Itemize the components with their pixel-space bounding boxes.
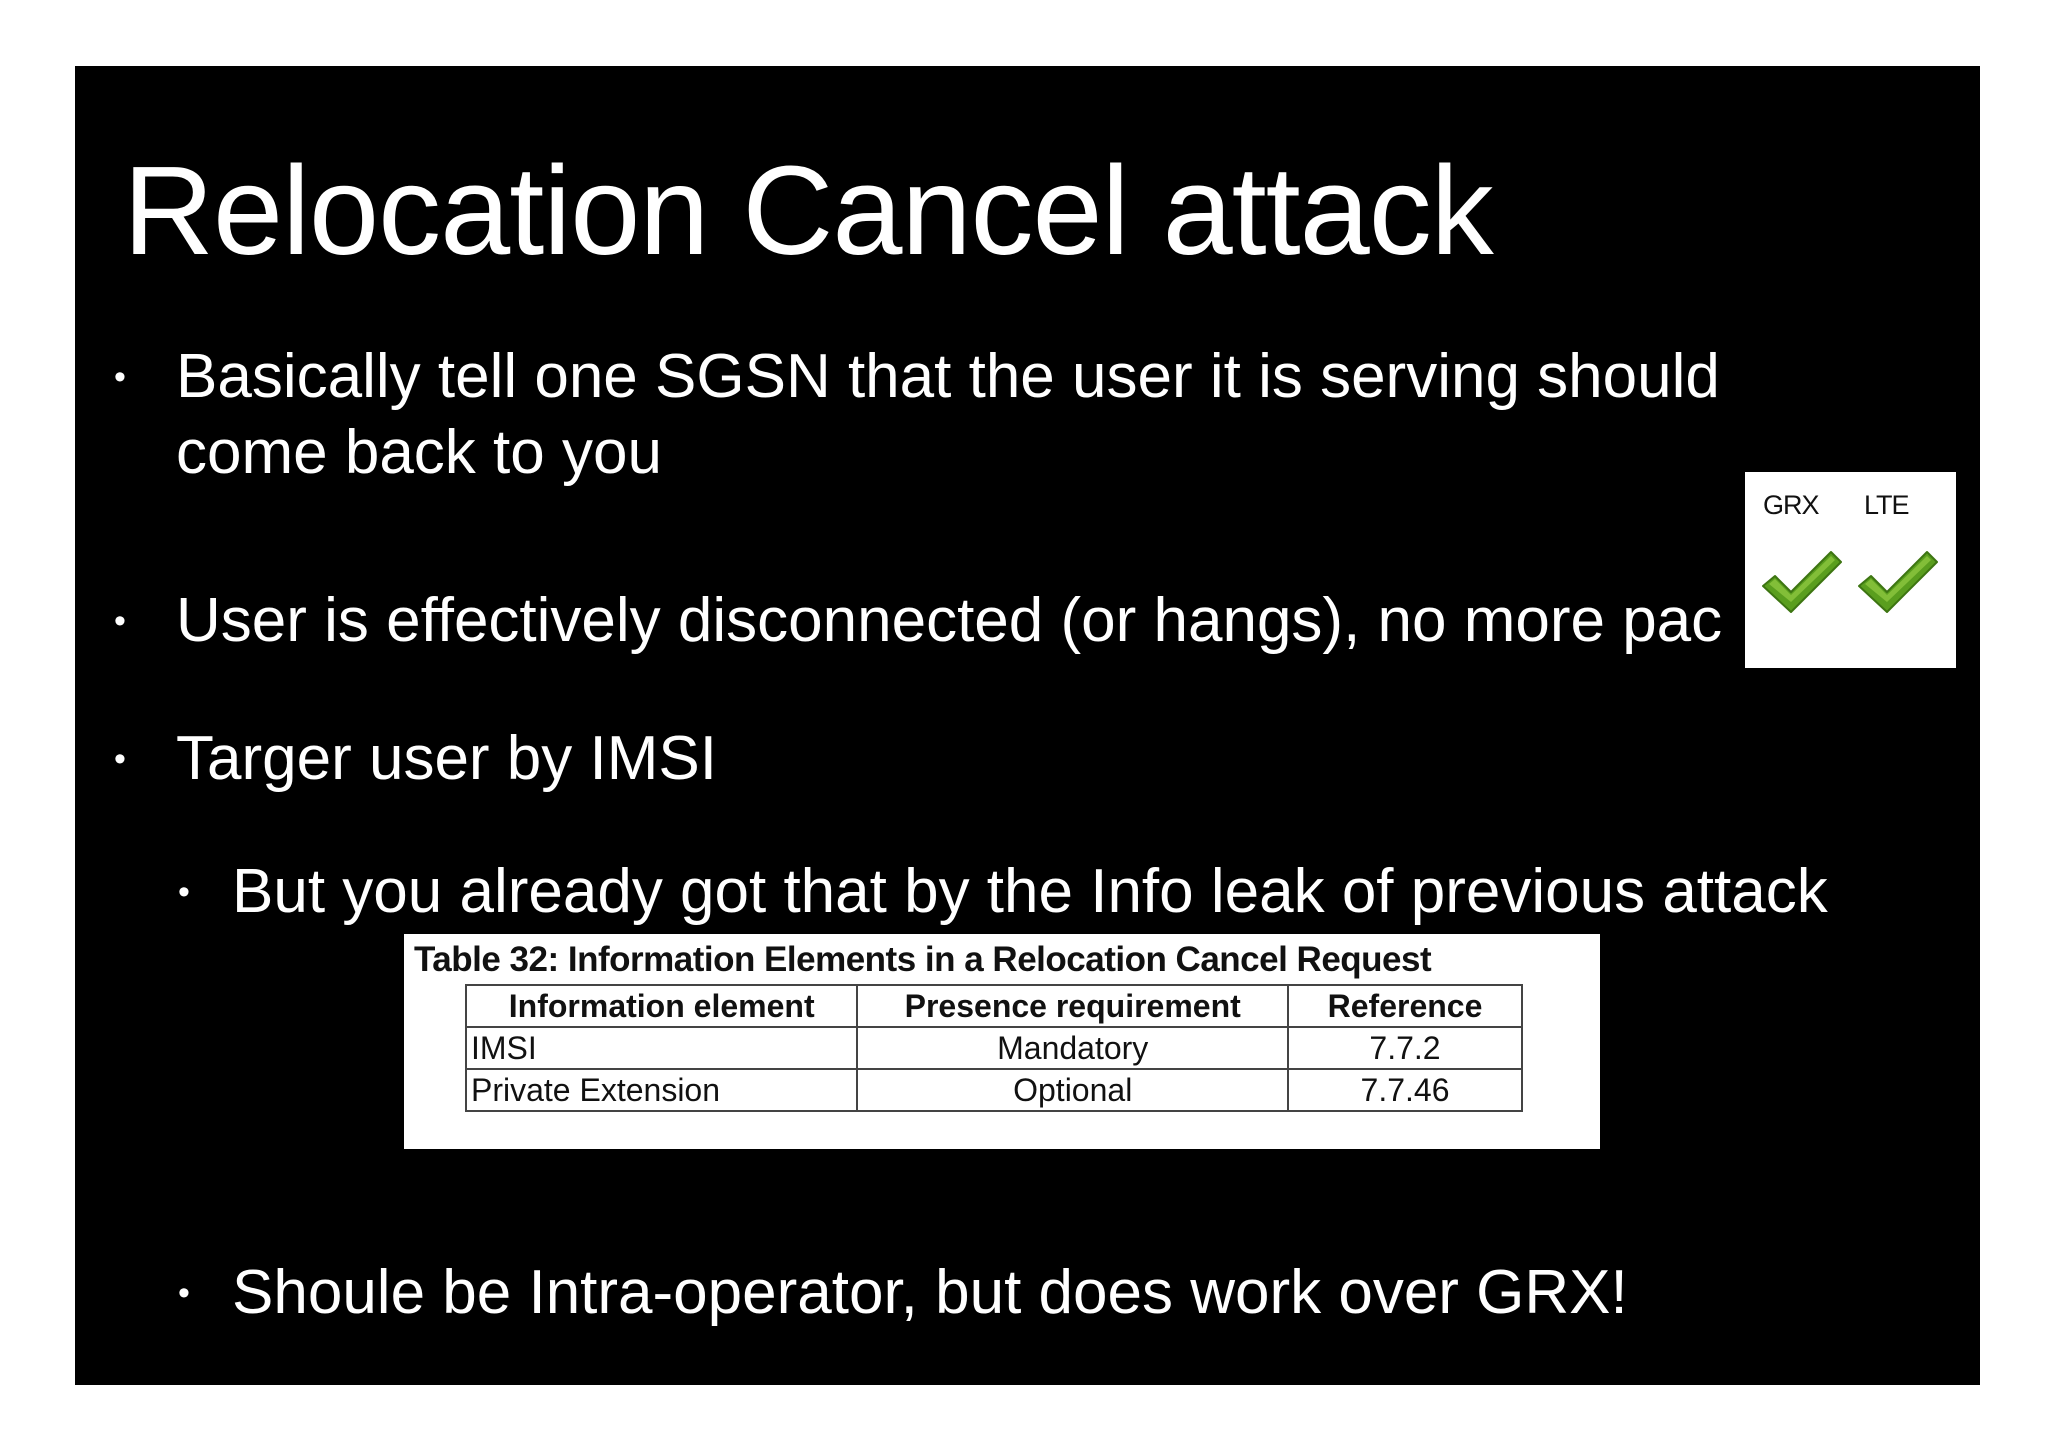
bullet-item bbox=[114, 583, 1723, 659]
table-cell: Optional bbox=[857, 1069, 1288, 1111]
column-header: Presence requirement bbox=[857, 985, 1288, 1027]
sub-bullet-item bbox=[178, 1255, 1628, 1331]
grx-label: GRX bbox=[1763, 490, 1819, 520]
network-support-badge bbox=[1745, 472, 1956, 668]
slide bbox=[75, 66, 1980, 1385]
bullet-dot: • bbox=[114, 358, 126, 396]
bullet-dot: • bbox=[114, 602, 126, 640]
table-caption: Table 32: Information Elements in a Relocation Cancel Request bbox=[414, 940, 1432, 979]
table-header-row bbox=[466, 985, 1522, 1027]
checkmark-icon bbox=[1759, 546, 1845, 618]
column-header: Reference bbox=[1288, 985, 1522, 1027]
bullet-text: Basically tell one SGSN that the user it is serving should bbox=[176, 342, 1720, 411]
bullet-text-continued: come back to you bbox=[176, 418, 662, 487]
bullet-text: User is effectively disconnected (or hangs), no more pac bbox=[176, 586, 1723, 655]
information-elements-table-figure bbox=[404, 934, 1600, 1149]
table-cell: 7.7.2 bbox=[1288, 1027, 1522, 1069]
bullet-text: Shoule be Intra-operator, but does work over GRX! bbox=[232, 1258, 1628, 1327]
bullet-text: Targer user by IMSI bbox=[176, 724, 717, 793]
bullet-item bbox=[114, 721, 717, 797]
bullet-text: But you already got that by the Info leak of previous attack bbox=[232, 857, 1828, 926]
checkmark-icon bbox=[1855, 546, 1941, 618]
bullet-dot: • bbox=[178, 873, 190, 911]
bullet-dot: • bbox=[178, 1274, 190, 1312]
bullet-item bbox=[114, 339, 1720, 491]
table-cell: IMSI bbox=[466, 1027, 857, 1069]
column-header: Information element bbox=[466, 985, 857, 1027]
table-cell: 7.7.46 bbox=[1288, 1069, 1522, 1111]
information-elements-table bbox=[465, 984, 1523, 1112]
table-cell: Private Extension bbox=[466, 1069, 857, 1111]
sub-bullet-item bbox=[178, 854, 1828, 930]
table-row bbox=[466, 1069, 1522, 1111]
table-row bbox=[466, 1027, 1522, 1069]
lte-label: LTE bbox=[1864, 490, 1909, 520]
table-cell: Mandatory bbox=[857, 1027, 1288, 1069]
bullet-dot: • bbox=[114, 740, 126, 778]
slide-title: Relocation Cancel attack bbox=[123, 140, 1493, 281]
